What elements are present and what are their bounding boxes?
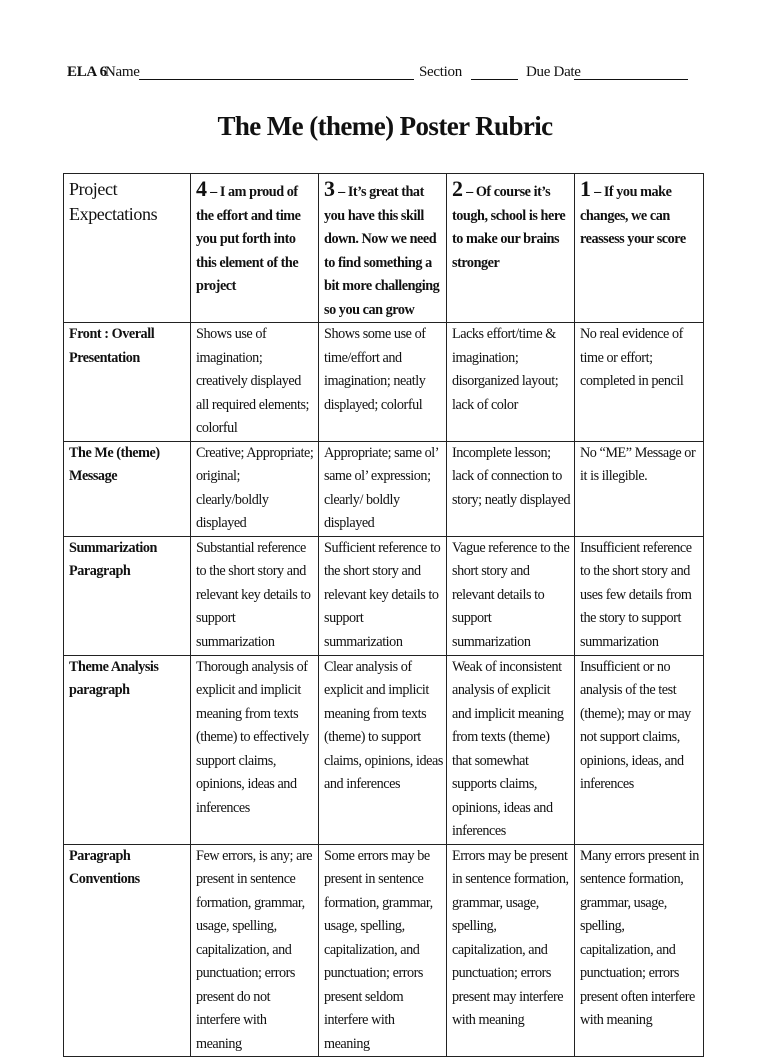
section-label: Section xyxy=(419,64,462,80)
table-cell: Insufficient or no analysis of the test (theme); may or may not support claims, opinions, ideas, and inferences xyxy=(575,655,704,844)
student-info-header xyxy=(67,64,707,86)
table-cell: Incomplete lesson; lack of connection to story; neatly displayed xyxy=(447,441,575,536)
criterion-conventions: Paragraph Conventions xyxy=(64,844,191,1057)
level-4-number: 4 xyxy=(196,176,207,201)
name-blank-line[interactable] xyxy=(139,79,414,80)
level-2-number: 2 xyxy=(452,176,463,201)
table-cell: No “ME” Message or it is illegible. xyxy=(575,441,704,536)
criterion-summarization: Summarization Paragraph xyxy=(64,536,191,655)
rubric-header-row xyxy=(64,174,704,323)
table-cell: Insufficient reference to the short story and uses few details from the story to support summarization xyxy=(575,536,704,655)
criterion-presentation: Front : Overall Presentation xyxy=(64,323,191,442)
table-cell: Weak of inconsistent analysis of explicit and implicit meaning from texts (theme) that somewhat supports claims, opinions, ideas and inferences xyxy=(447,655,575,844)
due-date-label: Due Date xyxy=(526,64,581,80)
level-2-header xyxy=(447,174,575,323)
section-blank-line[interactable] xyxy=(471,79,518,80)
table-cell: Shows use of imagination; creatively displayed all required elements; colorful xyxy=(191,323,319,442)
level-2-description: – Of course it’s tough, school is here to make our brains stronger xyxy=(452,184,566,271)
table-row xyxy=(64,655,704,844)
table-cell: No real evidence of time or effort; completed in pencil xyxy=(575,323,704,442)
criterion-theme-analysis: Theme Analysis paragraph xyxy=(64,655,191,844)
due-date-blank-line[interactable] xyxy=(574,79,688,80)
table-row xyxy=(64,323,704,442)
table-cell: Shows some use of time/effort and imagination; neatly displayed; colorful xyxy=(319,323,447,442)
name-label: Name xyxy=(105,64,140,80)
page-title: The Me (theme) Poster Rubric xyxy=(217,111,553,141)
table-cell: Creative; Appropriate; original; clearly/boldly displayed xyxy=(191,441,319,536)
table-cell: Few errors, is any; are present in sentence formation, grammar, usage, spelling, capitalization, and punctuation; errors present do not interfere with meaning xyxy=(191,844,319,1057)
level-3-description: – It’s great that you have this skill down. Now we need to find something a bit more challenging so you can grow xyxy=(324,184,440,318)
class-label: ELA 6 xyxy=(67,64,107,80)
table-cell: Appropriate; same ol’ same ol’ expression; clearly/ boldly displayed xyxy=(319,441,447,536)
criterion-message: The Me (theme) Message xyxy=(64,441,191,536)
level-1-header xyxy=(575,174,704,323)
level-3-header xyxy=(319,174,447,323)
table-row xyxy=(64,844,704,1057)
table-cell: Substantial reference to the short story and relevant key details to support summarization xyxy=(191,536,319,655)
project-expectations-header: Project Expectations xyxy=(64,174,191,323)
rubric-table xyxy=(63,173,704,1057)
table-cell: Sufficient reference to the short story and relevant key details to support summarization xyxy=(319,536,447,655)
table-row xyxy=(64,536,704,655)
table-cell: Many errors present in sentence formation, grammar, usage, spelling, capitalization, and punctuation; errors present often interfere with meaning xyxy=(575,844,704,1057)
table-cell: Thorough analysis of explicit and implicit meaning from texts (theme) to effectively support claims, opinions, ideas and inferences xyxy=(191,655,319,844)
table-row xyxy=(64,441,704,536)
table-cell: Lacks effort/time & imagination; disorganized layout; lack of color xyxy=(447,323,575,442)
level-1-number: 1 xyxy=(580,176,591,201)
level-3-number: 3 xyxy=(324,176,335,201)
level-1-description: – If you make changes, we can reassess your score xyxy=(580,184,686,247)
table-cell: Some errors may be present in sentence formation, grammar, usage, spelling, capitalization, and punctuation; errors present seldom interfere with meaning xyxy=(319,844,447,1057)
table-cell: Vague reference to the short story and relevant details to support summarization xyxy=(447,536,575,655)
table-cell: Errors may be present in sentence formation, grammar, usage, spelling, capitalization, and punctuation; errors present may interfere with meaning xyxy=(447,844,575,1057)
level-4-header xyxy=(191,174,319,323)
table-cell: Clear analysis of explicit and implicit meaning from texts (theme) to support claims, opinions, ideas and inferences xyxy=(319,655,447,844)
level-4-description: – I am proud of the effort and time you put forth into this element of the project xyxy=(196,184,301,294)
